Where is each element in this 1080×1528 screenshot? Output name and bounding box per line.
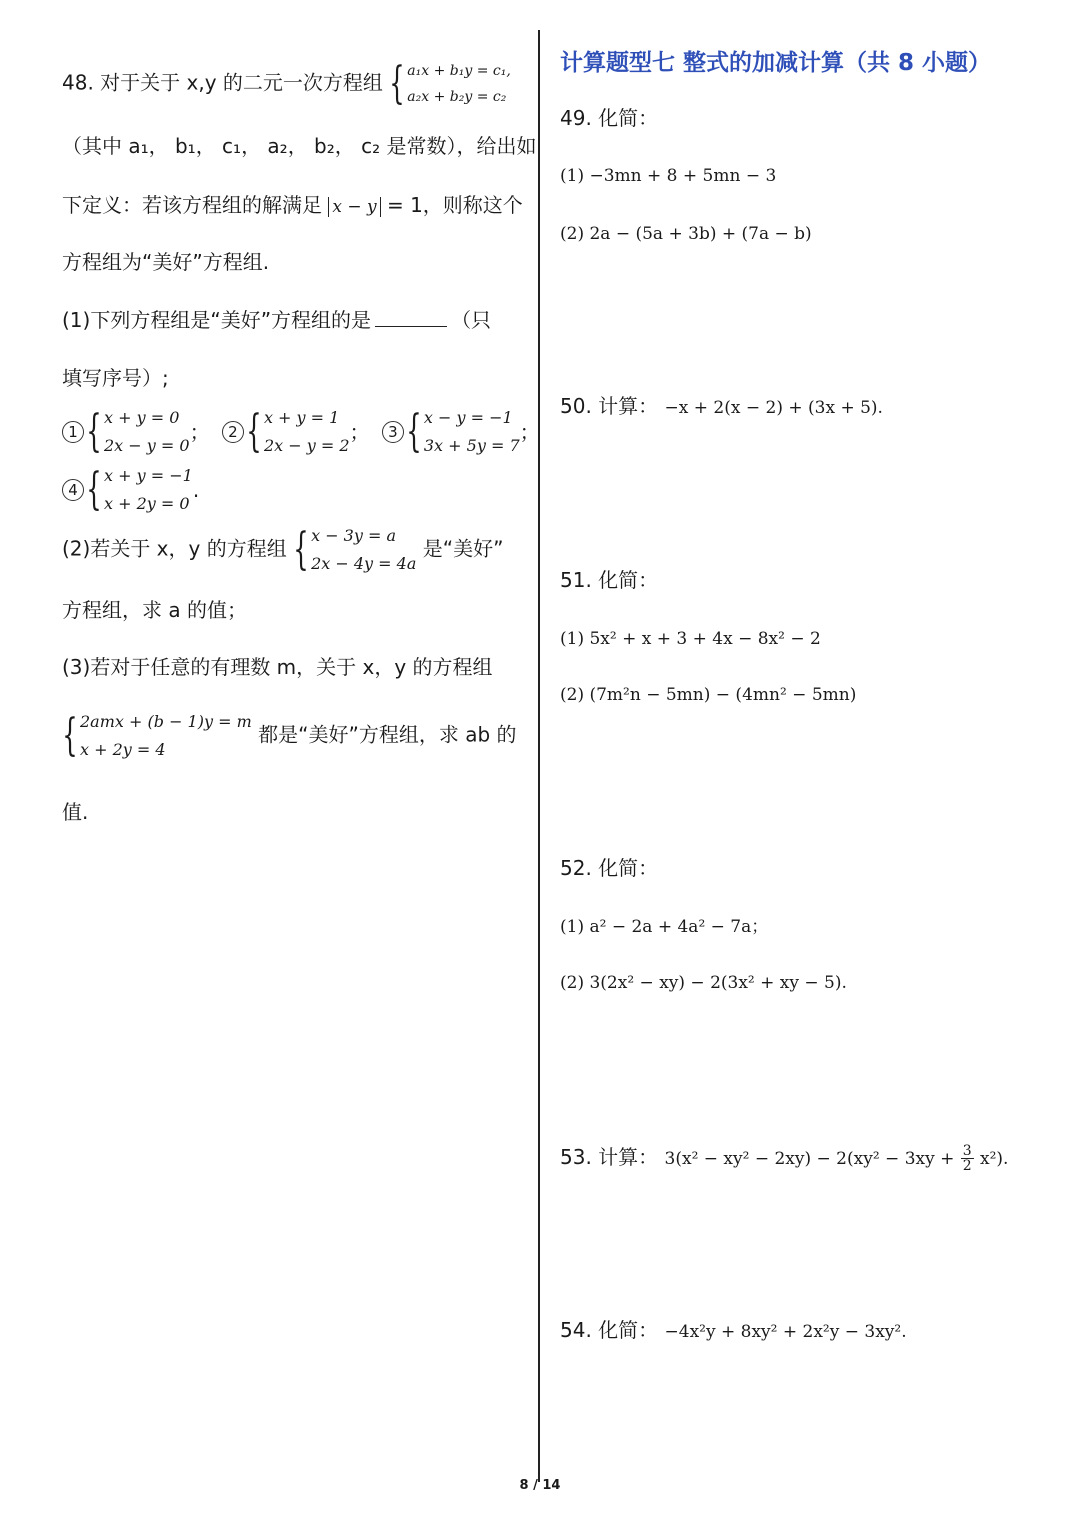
q52-part2: (2) 3(2x² − xy) − 2(3x² + xy − 5).: [560, 973, 847, 993]
q50-label: 50. 计算：: [560, 394, 659, 418]
brace-icon: {: [62, 710, 78, 761]
q54-expression: −4x²y + 8xy² + 2x²y − 3xy².: [664, 1322, 907, 1342]
q48-abs-expr: x − y: [328, 197, 380, 217]
q49-part1: (1) −3mn + 8 + 5mn − 3: [560, 166, 777, 186]
option-3: [382, 404, 540, 460]
q52-label: 52. 化简：: [560, 856, 659, 880]
q48-system-row-1: a₁x + b₁y = c₁,: [407, 63, 511, 79]
system-row: 2x − 4y = 4a: [311, 554, 417, 573]
option-row: x + y = 0: [104, 408, 180, 427]
brace-icon: {: [86, 406, 102, 457]
q48-part2-line: [62, 522, 503, 578]
option-row: 2x − y = 2: [263, 436, 350, 455]
q49-label: 49. 化简：: [560, 106, 659, 130]
system-row: x − 3y = a: [311, 526, 397, 545]
q48-part3-system: [62, 708, 252, 764]
system-row: 2amx + (b − 1)y = m: [80, 712, 252, 731]
q48-intro: 48. 对于关于 x,y 的二元一次方程组: [62, 70, 383, 95]
q48-part3-b: 都是“美好”方程组，求 ab 的: [258, 722, 517, 747]
option-number: 1: [62, 421, 84, 443]
brace-icon: {: [293, 524, 309, 575]
q48-part3-a: (3)若对于任意的有理数 m，关于 x，y 的方程组: [62, 655, 493, 679]
q48-options-row: [62, 404, 540, 460]
q51-label: 51. 化简：: [560, 568, 659, 592]
option-number: 4: [62, 479, 84, 501]
option-separator: ；: [349, 420, 370, 444]
system-row: x + 2y = 4: [80, 740, 166, 759]
option-row: 2x − y = 0: [104, 436, 190, 455]
q48-part1-b: （只: [451, 308, 492, 332]
q51-part1: (1) 5x² + x + 3 + 4x − 8x² − 2: [560, 629, 821, 649]
q48-part2-a: (2)若关于 x，y 的方程组: [62, 536, 287, 561]
option-1: [62, 404, 210, 460]
option-4: [62, 462, 199, 518]
q53-fraction: [961, 1144, 974, 1173]
option-row: x + 2y = 0: [104, 494, 190, 513]
q50-line: [560, 394, 883, 420]
q48-options-row-2: [62, 462, 199, 518]
q48-part3-c: 值.: [62, 800, 89, 824]
brace-icon: {: [406, 406, 422, 457]
fraction-denominator: 2: [962, 1158, 972, 1174]
option-number: 3: [382, 421, 404, 443]
q51-part2: (2) (7m²n − 5mn) − (4mn² − 5mn): [560, 685, 857, 705]
page-number: 8 / 14: [519, 1478, 561, 1493]
q48-line3-b: = 1，则称这个: [386, 193, 523, 217]
brace-icon: {: [86, 464, 102, 515]
q48-intro-line: [62, 58, 511, 110]
option-row: x − y = −1: [423, 408, 513, 427]
option-row: 3x + 5y = 7: [423, 436, 520, 455]
q48-part1-a: (1)下列方程组是“美好”方程组的是: [62, 308, 372, 332]
q48-line3-a: 下定义：若该方程组的解满足: [62, 193, 322, 217]
q48-line3: [62, 193, 523, 219]
option-row: x + y = −1: [104, 466, 193, 485]
q48-system: [389, 58, 511, 110]
q50-expression: −x + 2(x − 2) + (3x + 5).: [664, 398, 883, 418]
q48-part3-line: [62, 708, 517, 764]
brace-icon: {: [389, 58, 405, 109]
q48-part1-line: [62, 308, 491, 332]
q52-part1: (1) a² − 2a + 4a² − 7a；: [560, 917, 769, 937]
q53-label: 53. 计算：: [560, 1145, 659, 1169]
q53-expression-a: 3(x² − xy² − 2xy) − 2(xy² − 3xy +: [664, 1149, 955, 1169]
option-2: [222, 404, 370, 460]
q53-expression-b: x²).: [980, 1149, 1009, 1169]
q48-part1-c: 填写序号）;: [62, 366, 169, 390]
option-separator: .: [192, 478, 200, 502]
option-row: x + y = 1: [263, 408, 340, 427]
q49-part2: (2) 2a − (5a + 3b) + (7a − b): [560, 224, 812, 244]
answer-blank[interactable]: [375, 308, 447, 327]
fraction-numerator: 3: [962, 1143, 972, 1159]
option-number: 2: [222, 421, 244, 443]
q53-line: [560, 1144, 1008, 1173]
q48-part2-c: 方程组，求 a 的值；: [62, 598, 247, 622]
q48-line2: （其中 a₁， b₁， c₁， a₂， b₂， c₂ 是常数），给出如: [62, 134, 537, 158]
brace-icon: {: [246, 406, 262, 457]
q48-part2-system: [293, 522, 416, 578]
section-title: 计算题型七 整式的加减计算（共 8 小题）: [560, 50, 992, 76]
option-separator: ；: [189, 420, 210, 444]
column-divider: [538, 30, 540, 1482]
q48-part2-b: 是“美好”: [422, 536, 504, 561]
q48-system-row-2: a₂x + b₂y = c₂: [407, 89, 507, 105]
option-separator: ；: [519, 420, 540, 444]
q54-line: [560, 1318, 907, 1344]
q48-line4: 方程组为“美好”方程组.: [62, 250, 270, 274]
q54-label: 54. 化简：: [560, 1318, 659, 1342]
